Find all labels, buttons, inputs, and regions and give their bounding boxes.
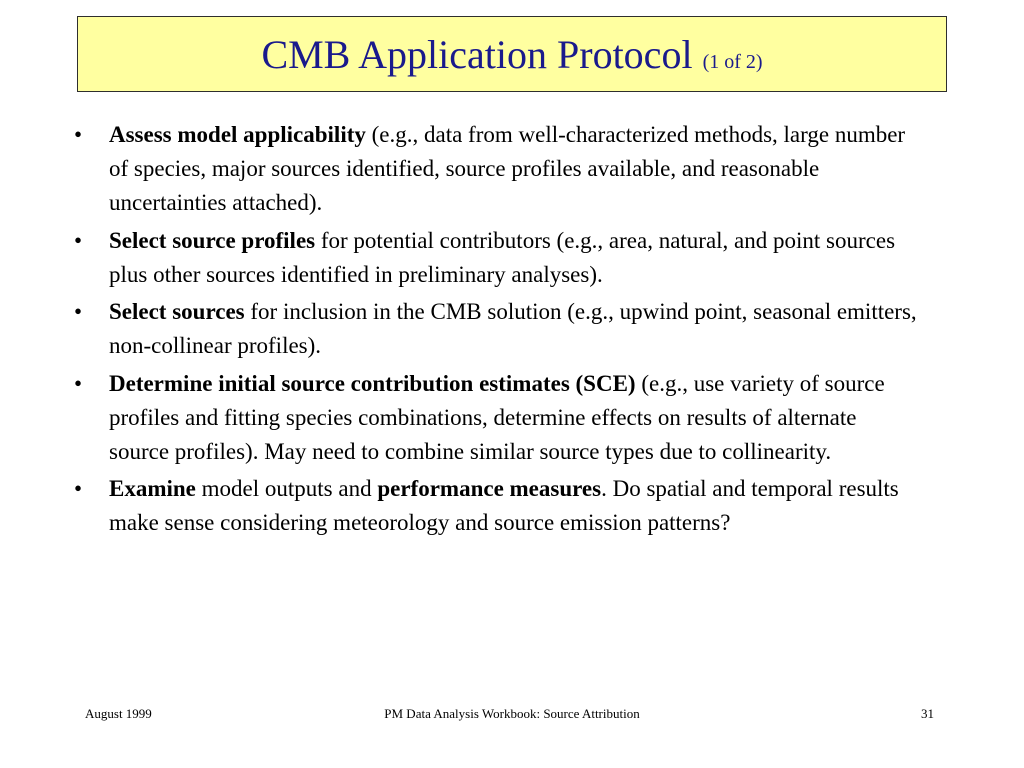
bullet-dot: • [74, 476, 83, 501]
title-main: CMB Application Protocol [261, 31, 693, 77]
footer-date: August 1999 [85, 706, 152, 721]
bullet-item-examine [74, 472, 919, 540]
bullet-dot: • [74, 370, 83, 396]
bullet-item-assess [74, 118, 919, 220]
bullet-dot: • [74, 227, 83, 253]
bullet-item-select-profiles [74, 224, 919, 292]
bullet-bold: Examine [109, 476, 196, 501]
bullet-bold: Determine initial source contribution estimates (SCE) [109, 370, 636, 396]
bullet-dot: • [74, 299, 83, 324]
footer-title: PM Data Analysis Workbook: Source Attribution [384, 706, 640, 721]
bullet-text: (e.g., data from well-characterized methods, large number of species, major sources identified, source profiles available, and reasonable uncertainties attached). [109, 122, 906, 215]
bullet-text: (e.g., use variety of source profiles and fitting species combinations, determine effects on results of alternate source profiles). May need to combine similar source types due to collinearity. [109, 370, 885, 464]
bullet-text: model outputs and [195, 476, 378, 501]
footer-page-number: 31 [921, 706, 934, 721]
bullet-item-select-sources [74, 295, 919, 363]
title-box [77, 16, 947, 92]
bullet-bold-2: performance measures [377, 476, 602, 501]
bullet-list [74, 118, 919, 544]
bullet-item-determine [74, 367, 919, 469]
bullet-dot: • [74, 122, 83, 147]
bullet-bold: Select source profiles [109, 227, 316, 253]
bullet-text: for potential contributors (e.g., area, natural, and point sources plus other sources identified in preliminary analyses). [109, 227, 896, 287]
bullet-bold: Assess model applicability [109, 122, 366, 147]
title-sub: (1 of 2) [702, 50, 763, 73]
bullet-bold: Select sources [109, 299, 245, 324]
bullet-text-2: . Do spatial and temporal results make sense considering meteorology and source emission patterns? [109, 476, 899, 535]
slide-title [261, 31, 762, 78]
bullet-text: for inclusion in the CMB solution (e.g., upwind point, seasonal emitters, non-collinear profiles). [109, 299, 917, 358]
